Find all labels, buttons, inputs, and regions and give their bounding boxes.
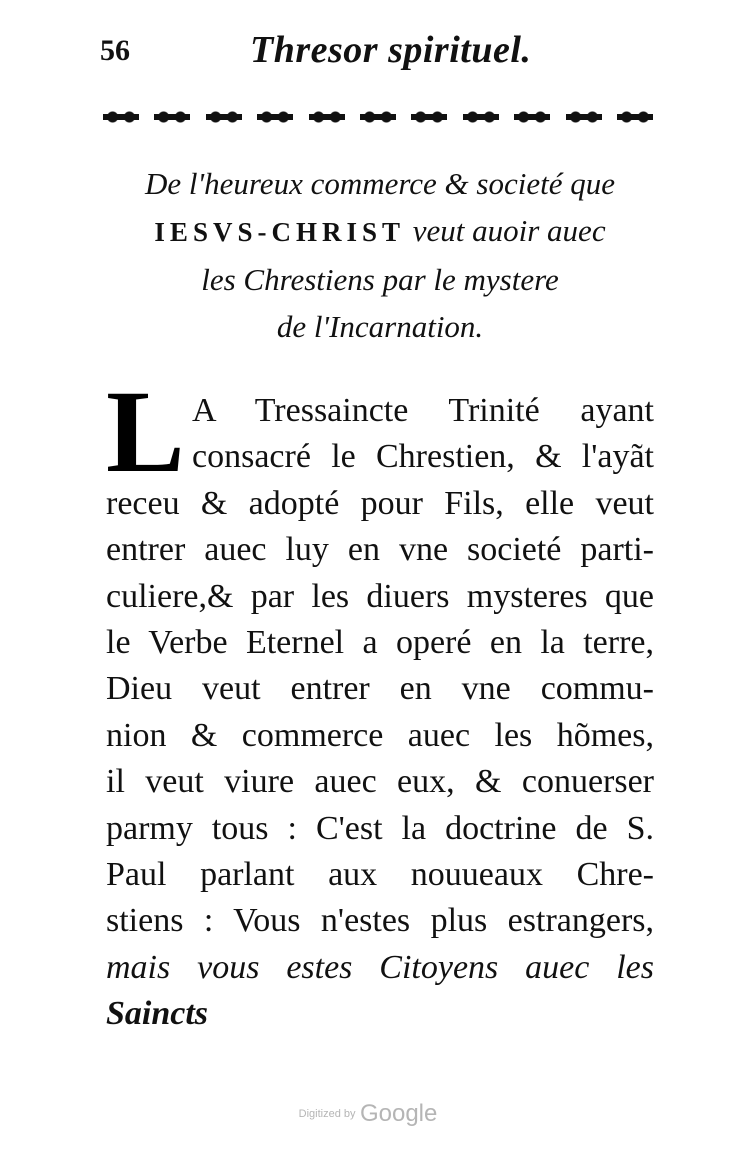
heading-line-3: les Chrestiens par le mystere	[201, 262, 559, 297]
ornament-glyph	[408, 104, 450, 130]
text-line: il veut viure auec eux, & conuerser	[106, 763, 654, 801]
text-line: mais vous estes Citoyens auec les	[106, 948, 654, 986]
drop-cap: L	[106, 366, 185, 497]
text-line: Dieu veut entrer en vne commu-	[106, 670, 654, 708]
text-line: entrer auec luy en vne societé parti-	[106, 531, 654, 569]
heading-name-caps: IESVS-CHRIST	[154, 217, 405, 247]
heading-line-2	[90, 207, 670, 256]
text-line: parmy tous : C'est la doctrine de S.	[106, 809, 654, 847]
ornament-glyph	[151, 104, 193, 130]
catchword: Saincts	[106, 995, 209, 1033]
ornament-glyph	[357, 104, 399, 130]
text-line: le Verbe Eternel a operé en la terre,	[106, 623, 654, 661]
text-line: receu & adopté pour Fils, elle veut	[106, 484, 654, 522]
digitization-watermark	[0, 1100, 736, 1128]
text-line: consacré le Chrestien, & l'ayãt	[192, 438, 654, 476]
ornament-glyph	[563, 104, 605, 130]
ornamental-band	[100, 100, 656, 134]
ornament-glyph	[460, 104, 502, 130]
heading-line-1: De l'heureux commerce & societé que	[145, 166, 615, 201]
ornament-glyph	[614, 104, 656, 130]
text-line: nion & commerce auec les hõmes,	[106, 716, 654, 754]
text-line: stiens : Vous n'estes plus estrangers,	[106, 902, 654, 940]
chapter-heading	[90, 160, 670, 350]
body-text	[106, 388, 654, 1037]
digitized-by-label: Digitized by	[298, 1108, 356, 1120]
ornament-glyph	[203, 104, 245, 130]
text-line: A Tressaincte Trinité ayant	[192, 392, 654, 429]
heading-line-4: de l'Incarnation.	[276, 309, 484, 344]
ornament-glyph	[511, 104, 553, 130]
page-header	[100, 28, 660, 72]
running-title: Thresor spirituel.	[250, 29, 532, 71]
text-line: Paul parlant aux nouueaux Chre-	[106, 855, 654, 893]
ornament-glyph	[306, 104, 348, 130]
text-line: culiere,& par les diuers mysteres que	[106, 577, 654, 615]
ornament-glyph	[254, 104, 296, 130]
ornament-glyph	[100, 104, 142, 130]
google-logo: Google	[359, 1100, 438, 1127]
heading-line-2-rest: veut auoir auec	[405, 213, 606, 248]
page-number: 56	[100, 34, 130, 67]
